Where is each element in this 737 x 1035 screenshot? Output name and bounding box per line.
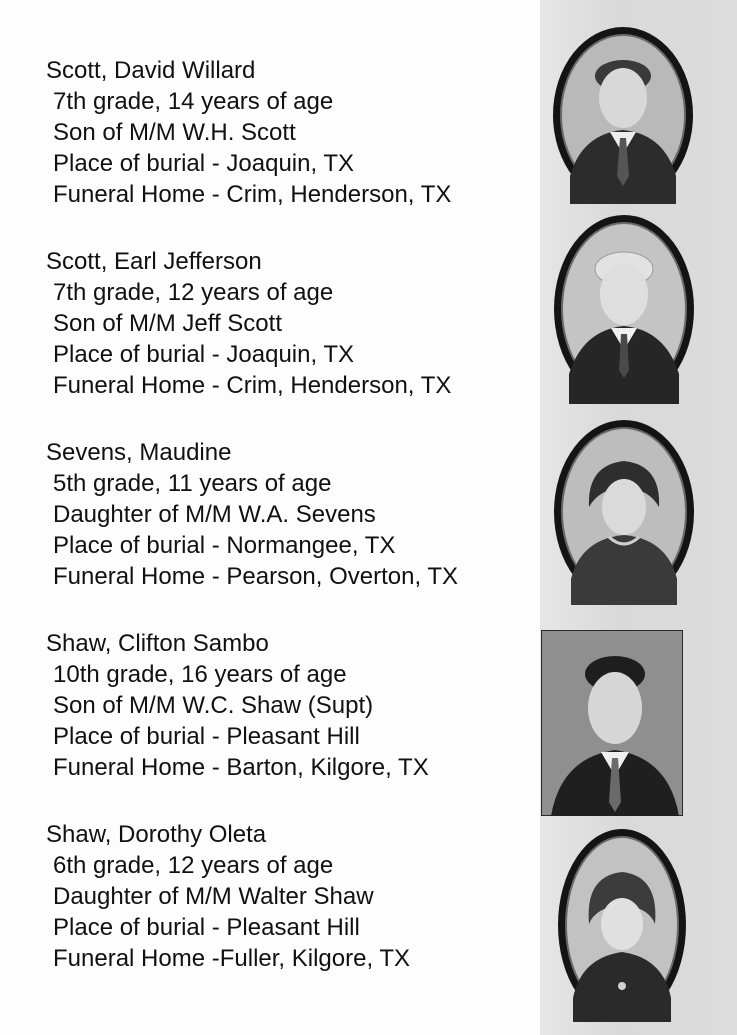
entry-name: Scott, David Willard [46, 57, 256, 84]
portrait-oval-photo [553, 214, 695, 404]
entry-funeral-home: Funeral Home - Barton, Kilgore, TX [53, 754, 429, 781]
entry-name: Shaw, Clifton Sambo [46, 630, 269, 657]
entry-funeral-home: Funeral Home - Pearson, Overton, TX [53, 563, 459, 590]
entry-parents: Son of M/M W.H. Scott [53, 119, 296, 146]
entry-parents: Son of M/M Jeff Scott [53, 310, 282, 337]
entry-burial: Place of burial - Pleasant Hill [53, 723, 360, 750]
entry-burial: Place of burial - Joaquin, TX [53, 341, 355, 368]
entry-funeral-home: Funeral Home -Fuller, Kilgore, TX [53, 945, 411, 972]
entry-grade-age: 7th grade, 12 years of age [53, 279, 334, 306]
entry-name: Scott, Earl Jefferson [46, 248, 262, 275]
entry-grade-age: 7th grade, 14 years of age [53, 88, 334, 115]
entry-grade-age: 10th grade, 16 years of age [53, 661, 347, 688]
portrait-oval-photo [553, 419, 695, 605]
entry-parents: Daughter of M/M W.A. Sevens [53, 501, 376, 528]
entry-parents: Daughter of M/M Walter Shaw [53, 883, 374, 910]
entry-grade-age: 6th grade, 12 years of age [53, 852, 334, 879]
portrait-rect-photo [541, 630, 683, 816]
entry-name: Shaw, Dorothy Oleta [46, 821, 267, 848]
portrait-oval-photo [552, 26, 694, 204]
entry-name: Sevens, Maudine [46, 439, 232, 466]
entry-burial: Place of burial - Joaquin, TX [53, 150, 355, 177]
entry-burial: Place of burial - Pleasant Hill [53, 914, 360, 941]
entry-burial: Place of burial - Normangee, TX [53, 532, 396, 559]
entry-parents: Son of M/M W.C. Shaw (Supt) [53, 692, 374, 719]
portrait-oval-photo [557, 828, 687, 1022]
entry-funeral-home: Funeral Home - Crim, Henderson, TX [53, 372, 452, 399]
entry-funeral-home: Funeral Home - Crim, Henderson, TX [53, 181, 452, 208]
entry-grade-age: 5th grade, 11 years of age [53, 470, 332, 497]
